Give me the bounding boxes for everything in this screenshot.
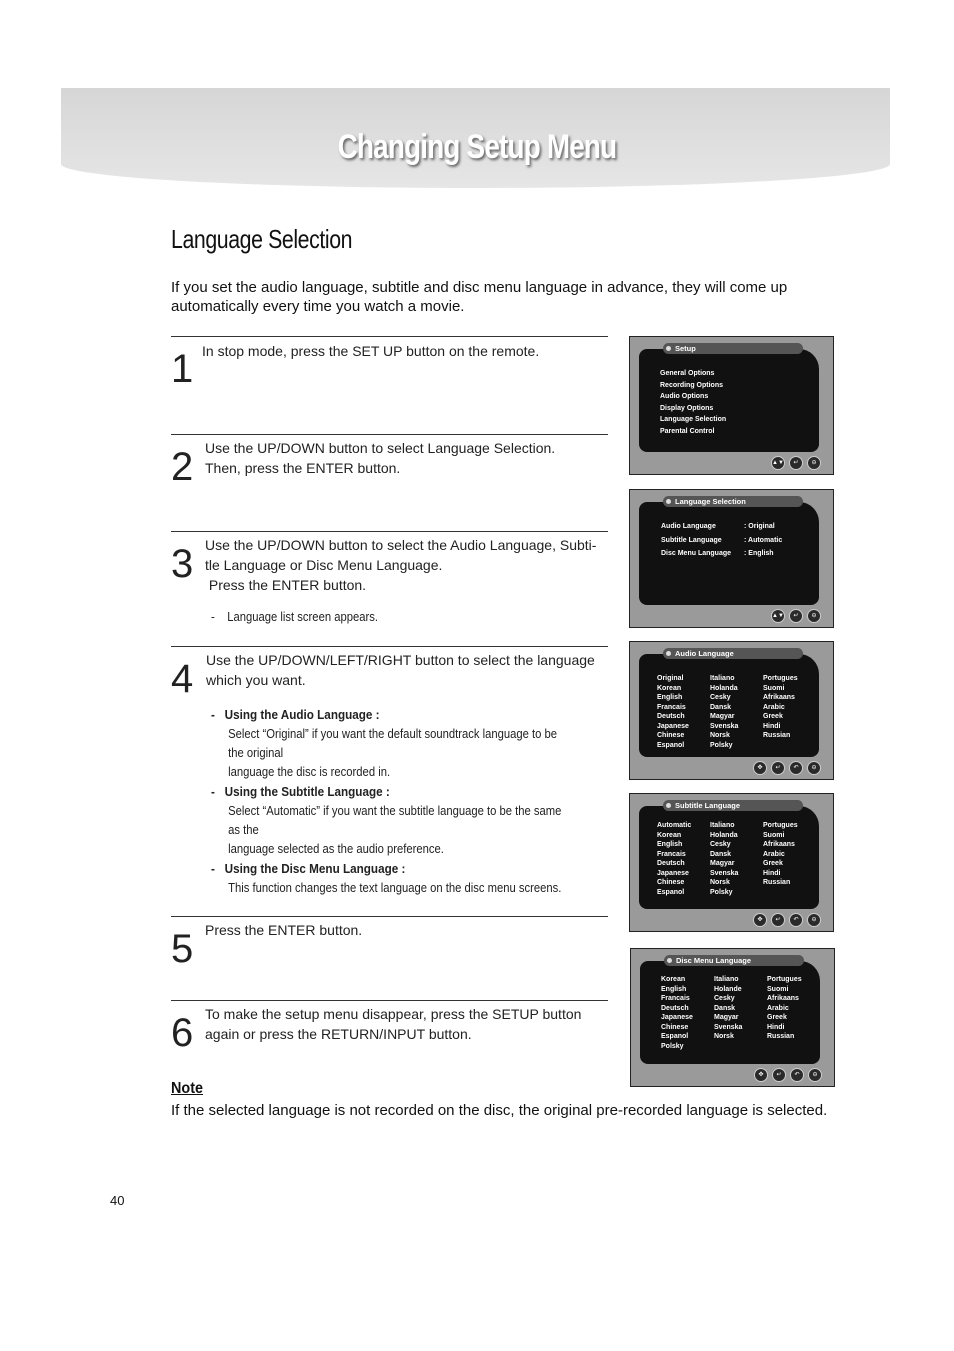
language-columns [657,821,816,897]
menu-item: General Options [660,370,715,377]
language-option: Greek [763,713,783,720]
item-line: language selected as the audio preference. [228,842,444,856]
language-option: Afrikaans [767,995,799,1002]
step-6 [171,1000,608,1071]
item-title: Using the Subtitle Language : [224,784,390,799]
language-option: Greek [767,1014,787,1021]
language-option: Russian [767,1033,795,1040]
step-2 [171,434,608,532]
language-option: Cesky [710,841,731,848]
language-option: Greek [763,860,783,867]
step-line: Use the UP/DOWN button to select Language Selection. [205,440,556,456]
audio-language-item: - Using the Audio Language : Select “Original” if you want the default soundtrack language to be the original language the disc is recorded in. [211,705,611,782]
setting-label: Audio Language [661,523,716,530]
language-option: Arabic [763,703,785,711]
language-option: Italiano [710,822,735,829]
language-option: Francais [657,850,686,858]
arrows-icon: ✥ [754,1068,768,1082]
language-option: Deutsch [657,713,685,720]
subtitle-language-item: - Using the Subtitle Language : Select “Automatic” if you want the subtitle language to be the same as the language selected as the audio preference. [211,782,611,859]
remote-buttons [753,913,821,927]
subnote-text: Language list screen appears. [227,610,378,624]
language-option: Espanol [661,1033,689,1040]
enter-icon: ↵ [771,913,785,927]
exit-icon: ⊖ [807,761,821,775]
step-5 [171,916,608,1001]
language-option: Automatic [657,822,692,829]
step-number: 4 [171,657,194,701]
language-option: Hindi [763,869,781,877]
language-option: Dansk [710,703,732,711]
language-option: Suomi [763,831,785,839]
language-column [767,975,820,1051]
remote-buttons [771,609,821,623]
language-settings-list [661,520,782,561]
language-option: Svenska [714,1023,743,1031]
step-text [205,920,362,940]
step-4 [171,646,608,917]
language-option: Magyar [710,860,735,867]
language-option: Korean [657,831,682,839]
language-columns [657,674,816,750]
step-1 [171,336,608,435]
language-option: Japanese [661,1014,693,1021]
arrows-icon: ✥ [753,761,767,775]
exit-icon: ⊖ [807,456,821,470]
language-column [657,674,710,750]
step-text [202,341,539,361]
language-option: Suomi [767,985,789,993]
language-option: Magyar [710,713,735,720]
language-option: English [657,841,683,848]
remote-buttons [753,761,821,775]
step-number: 5 [171,927,194,971]
menu-item: Display Options [660,404,714,412]
item-line: language the disc is recorded in. [228,765,391,779]
step-line: To make the setup menu disappear, press the SETUP button [205,1006,582,1022]
enter-icon: ↵ [789,456,803,470]
menu-item: Language Selection [660,416,727,423]
setting-value: : Original [744,523,775,530]
step-line: which you want. [206,672,306,688]
language-option: Afrikaans [763,841,795,848]
language-option: Holande [714,985,742,993]
language-column [710,821,763,897]
language-option: Espanol [657,741,685,749]
step-line: Use the UP/DOWN button to select the Audio Language, Subti- [205,537,597,553]
enter-icon: ↵ [771,761,785,775]
language-option: Portugues [763,675,798,682]
language-option: Holanda [710,684,738,692]
language-option: Dansk [710,850,732,858]
language-option: Dansk [714,1004,736,1012]
language-option: Arabic [763,850,785,858]
remote-buttons [754,1068,822,1082]
language-column [657,821,710,897]
screen-header: Subtitle Language [663,800,803,811]
step-number: 1 [171,347,194,391]
language-option: Polsky [661,1042,684,1050]
remote-buttons [771,456,821,470]
language-column [763,821,816,897]
language-option: Italiano [710,675,735,682]
language-option: Portugues [767,976,802,983]
step-text [205,438,555,478]
language-column [661,975,714,1051]
language-option: Magyar [714,1014,739,1021]
language-option: Japanese [657,869,689,877]
step-line: Then, press the ENTER button. [205,460,401,476]
arrows-icon: ✥ [753,913,767,927]
language-option: Chinese [657,732,685,739]
item-title: Using the Audio Language : [224,707,380,722]
language-option: Italiano [714,976,739,983]
language-option: Korean [657,684,682,692]
step-line: Use the UP/DOWN/LEFT/RIGHT button to select the language [206,652,595,668]
language-option: Original [657,675,684,682]
language-column [763,674,816,750]
setting-row [661,520,782,534]
step-3 [171,531,608,647]
disc-menu-language-screen [630,948,835,1087]
language-option: Cesky [714,995,735,1002]
language-columns [661,975,820,1051]
audio-language-screen [629,641,834,780]
exit-icon: ⊖ [807,609,821,623]
step-text [206,650,595,690]
menu-item: Recording Options [660,381,723,389]
note-title: Note [171,1080,204,1097]
setting-value: : English [744,550,774,557]
language-option: Hindi [767,1023,785,1031]
language-option: English [661,985,687,993]
language-option: Chinese [657,879,685,886]
language-option: Svenska [710,722,739,730]
setting-label: Subtitle Language [661,536,722,544]
setup-menu-screen [629,336,834,475]
step-line: In stop mode, press the SET UP button on the remote. [202,343,540,359]
language-option: Francais [661,995,690,1002]
screen-header: Audio Language [663,648,803,659]
item-line: This function changes the text language on the disc menu screens. [228,881,562,895]
language-option: Norsk [710,732,730,739]
language-option: Afrikaans [763,694,795,701]
language-option: Deutsch [661,1004,689,1012]
language-option: Japanese [657,722,689,730]
language-option: Cesky [710,694,731,701]
step-subnote: - Language list screen appears. [211,610,378,624]
section-title: Language Selection [171,224,353,254]
return-icon: ↶ [789,913,803,927]
language-selection-screen [629,489,834,628]
language-option: Francais [657,703,686,711]
return-icon: ↶ [789,761,803,775]
language-option: Holanda [710,831,738,839]
enter-icon: ↵ [772,1068,786,1082]
language-option: English [657,694,683,701]
menu-item: Audio Options [660,393,709,400]
language-option: Suomi [763,684,785,692]
page-number: 40 [110,1193,125,1208]
language-option: Deutsch [657,860,685,867]
item-line: Select “Automatic” if you want the subtitle language to be the same as the [228,804,562,837]
page-title: Changing Setup Menu [337,128,617,166]
screen-header: Disc Menu Language [664,955,804,966]
item-title: Using the Disc Menu Language : [224,861,406,876]
subtitle-language-screen [629,793,834,932]
screen-header: Setup [663,343,803,354]
language-option: Polsky [710,888,733,896]
language-option: Arabic [767,1004,789,1012]
language-option: Norsk [714,1033,734,1040]
disc-menu-language-item: - Using the Disc Menu Language : This function changes the text language on the disc menu screens. [211,859,611,898]
setting-value: : Automatic [744,536,783,544]
step-text [205,535,596,595]
step-number: 2 [171,445,194,489]
language-option: Polsky [710,741,733,749]
setting-label: Disc Menu Language [661,550,732,557]
language-column [710,674,763,750]
step-text [205,1004,581,1044]
exit-icon: ⊖ [807,913,821,927]
language-option: Korean [661,976,686,983]
language-column [714,975,767,1051]
language-option: Espanol [657,888,685,896]
step-line: Press the ENTER button. [205,922,363,938]
item-line: Select “Original” if you want the default soundtrack language to be the original [228,727,558,760]
language-option: Norsk [710,879,730,886]
setup-menu-list [660,368,726,437]
screen-header: Language Selection [663,496,803,507]
up-down-icon: ▲▼ [771,456,785,470]
step-line: Press the ENTER button. [205,577,367,593]
exit-icon: ⊖ [808,1068,822,1082]
step-number: 6 [171,1011,194,1055]
step-number: 3 [171,542,194,586]
setting-row [661,547,782,561]
language-option: Russian [763,732,791,739]
note-text: If the selected language is not recorded on the disc, the original pre-recorded language is selected. [171,1102,828,1119]
step-line: tle Language or Disc Menu Language. [205,557,443,573]
language-option: Hindi [763,722,781,730]
menu-item: Parental Control [660,427,715,435]
step-line: again or press the RETURN/INPUT button. [205,1026,472,1042]
language-option: Russian [763,879,791,886]
enter-icon: ↵ [789,609,803,623]
setting-row [661,534,782,548]
return-icon: ↶ [790,1068,804,1082]
up-down-icon: ▲▼ [771,609,785,623]
intro-text: If you set the audio language, subtitle and disc menu language in advance, they will come up automatically every time you watch a movie. [171,279,788,315]
language-option: Svenska [710,869,739,877]
language-option: Portugues [763,822,798,829]
language-option: Chinese [661,1023,689,1031]
